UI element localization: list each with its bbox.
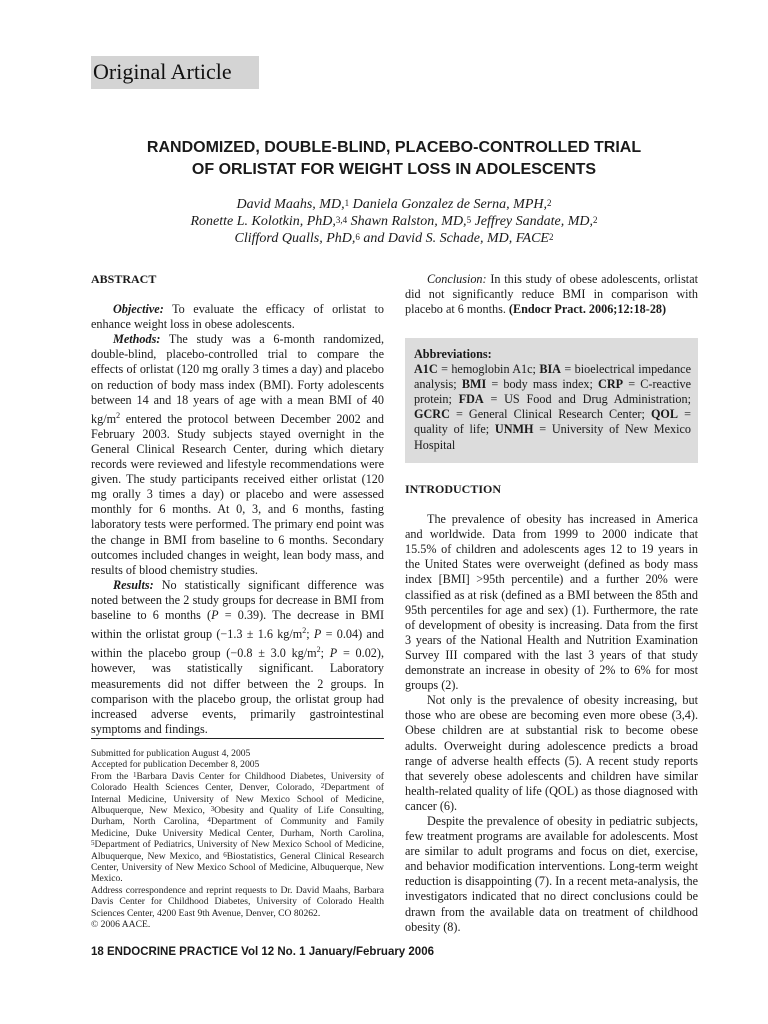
results-label: Results: xyxy=(113,577,154,592)
affiliation-text: Barbara Davis Center for Childhood Diabetes, University of Colorado Health Sciences Center, Denver, Colorado, xyxy=(91,770,384,794)
introduction-heading: INTRODUCTION xyxy=(405,482,502,496)
affiliation-text: Department of Internal Medicine, University of New Mexico School of Medicine, Albuquerque, New Mexico, xyxy=(91,782,384,817)
abstract-methods xyxy=(91,332,384,578)
submitted-date: Submitted for publication August 4, 2005 xyxy=(91,748,251,759)
abbreviations-list xyxy=(414,362,691,453)
superscript: 2 xyxy=(302,626,307,636)
conclusion-text: In this study of obese adolescents, orlistat did not significantly reduce BMI in comparison with placebo at 6 months. xyxy=(405,272,698,317)
author-name: Ronette L. Kolotkin, PhD, xyxy=(190,214,336,229)
affiliation-marker: 2 xyxy=(593,215,598,225)
affiliation-marker: 2 xyxy=(547,198,552,208)
abstract-heading: ABSTRACT xyxy=(91,272,157,286)
abstract-objective xyxy=(91,302,384,332)
results-text: No statistically significant difference was noted between the 2 study groups for decrease in BMI from baseline to 6 months ( xyxy=(91,577,384,623)
abbreviations-content xyxy=(414,347,691,453)
affiliation-marker: 2 xyxy=(320,782,325,791)
footnote-divider xyxy=(91,738,384,739)
results-text: = 0.02), however, was statistically significant. Laboratory measurements did not differ between the 2 groups. In comparison with the placebo group, the orlistat group had increased adverse events, primarily gastrointestinal symptoms and findings. xyxy=(91,646,384,736)
introduction-paragraph-2: Not only is the prevalence of obesity increasing, but those who are obese are becoming even more obese (3,4). Obese children are at substantial risk to become obese adults. Overweight during adolescence predicts a broad range of adverse health effects (5). A recent study reports that severely obese adolescents and children have similar health-related quality of life (QOL) as those diagnosed with cancer (6). xyxy=(405,693,698,813)
abbreviation-definition: = US Food and Drug Administration; xyxy=(483,392,691,407)
introduction-paragraph-1: The prevalence of obesity has increased in America and worldwide. Data from 1999 to 2000 indicate that 15.5% of children and adolescents ages 12 to 19 years in the United States were overweight (defined as body mass index [BMI] >95th percentile) and a further 20% were classified as at risk (defined as a BMI between the 85th and 95th percentiles for age and sex) (1). Furthermore, the rate of development of obesity is increasing. Data from the first 3 years of the National Health and Nutrition Examination Survey III compared with the last 3 years of that study demonstrate an increase in obesity of 2% to 6% for most groups (2). xyxy=(405,512,698,693)
author-line-2 xyxy=(60,213,728,231)
abbreviation-term: BMI xyxy=(461,377,487,392)
abstract-conclusion xyxy=(405,272,698,317)
p-symbol: P xyxy=(211,608,219,623)
author-name: David Maahs, MD, xyxy=(236,197,345,212)
copyright: © 2006 AACE. xyxy=(91,919,151,931)
results-text: = 0.04) and within the placebo group (−0.8 ± 3.0 kg/m xyxy=(91,627,385,661)
abbreviation-definition: = hemoglobin A1c; xyxy=(437,362,540,377)
superscript: 2 xyxy=(316,645,321,655)
objective-label: Objective: xyxy=(113,302,164,317)
abbreviation-term: BIA xyxy=(539,362,561,377)
author-name: Shawn Ralston, MD, xyxy=(347,214,467,229)
abstract-section xyxy=(91,272,384,737)
accepted-date: Accepted for publication December 8, 2005 xyxy=(91,759,260,771)
author-name: Jeffrey Sandate, MD, xyxy=(471,214,594,229)
article-type-label: Original Article xyxy=(93,59,232,84)
correspondence-address: Address correspondence and reprint requests to Dr. David Maahs, Barbara Davis Center for Childhood Diabetes, University of Colorado Health Sciences Center, 4200 East 9th Avenue, Denver, CO 80262. xyxy=(91,884,384,919)
methods-text: The study was a 6-month randomized, double-blind, placebo-controlled trial to compare the effects of orlistat (120 mg orally 3 times a day) and placebo on reduction of body mass index (BMI). Forty adolescents between 14 and 18 years of age with a mean BMI of 40 kg/m xyxy=(91,332,384,426)
superscript: 2 xyxy=(116,410,121,420)
author-line-3 xyxy=(60,230,728,248)
conclusion-paragraph xyxy=(405,272,698,317)
conclusion-label: Conclusion: xyxy=(427,272,487,286)
abbreviation-definition: = quality of life; xyxy=(414,407,692,437)
affiliation-text: Obesity and Quality of Life Consulting, Durham, North Carolina, xyxy=(91,805,385,828)
affiliation-text: Department of Community and Family Medicine, Duke University Medical Center, Durham, North Carolina, xyxy=(91,816,384,839)
abbreviation-definition: = bioelectrical impedance analysis; xyxy=(414,362,691,392)
affiliation-marker: 6 xyxy=(355,232,360,242)
affiliation-marker: 3 xyxy=(210,805,215,814)
abbreviation-term: FDA xyxy=(458,392,484,407)
methods-text: entered the protocol between December 2002 and February 2003. Study subjects stayed overnight in the General Clinical Research Center, during which dietary records were reviewed and lifestyle recommendations were given. The study participants received either orlistat (120 mg orally 3 times a day) or placebo and were assessed monthly for 6 months. At 0, 3, and 6 months, fasting laboratory tests were performed. The primary end point was the change in BMI from baseline to 6 months. Secondary outcomes included changes in weight, lean body mass, and results of blood chemistry studies. xyxy=(91,411,384,577)
p-symbol: P xyxy=(329,646,338,661)
affiliation-text: From the xyxy=(91,770,133,782)
author-line-1 xyxy=(60,196,728,214)
abbreviation-term: QOL xyxy=(650,407,679,422)
results-text: ; xyxy=(320,646,330,661)
author-name: Daniela Gonzalez de Serna, MPH, xyxy=(349,197,548,212)
abbreviation-term: GCRC xyxy=(414,407,450,422)
affiliation-marker: 5 xyxy=(91,839,95,848)
p-symbol: P xyxy=(313,627,322,642)
abbreviation-definition: = University of New Mexico Hospital xyxy=(414,422,691,452)
article-title-line-2: OF ORLISTAT FOR WEIGHT LOSS IN ADOLESCENTS xyxy=(191,161,597,178)
objective-text: To evaluate the efficacy of orlistat to enhance weight loss in obese adolescents. xyxy=(91,302,384,332)
abbreviation-definition: = C-reactive protein; xyxy=(414,377,692,407)
abbreviation-definition: = General Clinical Research Center; xyxy=(449,407,651,422)
affiliation-marker: 5 xyxy=(466,215,472,225)
affiliation-marker: 3,4 xyxy=(335,215,348,225)
affiliation-marker: 6 xyxy=(223,850,227,859)
footnotes xyxy=(91,748,384,931)
affiliation-marker: 1 xyxy=(132,770,137,779)
journal-footer: 18 ENDOCRINE PRACTICE Vol 12 No. 1 January/February 2006 xyxy=(91,946,434,958)
article-title-line-1: RANDOMIZED, DOUBLE-BLIND, PLACEBO-CONTROLLED TRIAL xyxy=(146,139,642,156)
introduction-paragraph-3: Despite the prevalence of obesity in pediatric subjects, few treatment programs are available for adolescents. Most are similar to adult programs and focus on diet, exercise, and behavior modification interventions. Long-term weight reduction is disappointing (7). In a recent meta-analysis, the investigators indicated that no direct conclusions could be drawn from the available data on treatment of childhood obesity (8). xyxy=(405,813,698,934)
abbreviation-term: A1C xyxy=(414,362,438,377)
affiliations xyxy=(91,771,384,885)
abbreviation-definition: = body mass index; xyxy=(486,377,599,392)
affiliation-marker: 2 xyxy=(548,232,554,242)
abbreviation-term: CRP xyxy=(598,377,624,392)
abstract-results xyxy=(91,578,384,737)
author-name: and David S. Schade, MD, FACE xyxy=(359,231,549,246)
citation: (Endocr Pract. 2006;12:18-28) xyxy=(508,302,667,317)
abbreviations-box xyxy=(405,338,698,463)
methods-label: Methods: xyxy=(113,332,161,347)
abbreviation-term: UNMH xyxy=(494,422,534,437)
introduction-section xyxy=(405,482,698,935)
affiliation-marker: 1 xyxy=(344,198,350,208)
abbreviations-heading: Abbreviations: xyxy=(414,347,492,361)
affiliation-text: Department of Pediatrics, University of New Mexico School of Medicine, Albuquerque, New Mexico, and xyxy=(91,839,384,862)
affiliation-text: Biostatistics, General Clinical Research Center, University of New Mexico School of Medicine, Albuquerque, New Mexico. xyxy=(91,850,385,885)
article-type-banner xyxy=(91,56,259,89)
results-text: ; xyxy=(306,627,314,642)
results-text: = 0.39). The decrease in BMI within the orlistat group (−1.3 ± 1.6 kg/m xyxy=(91,608,385,642)
affiliation-marker: 4 xyxy=(207,816,211,825)
author-name: Clifford Qualls, PhD, xyxy=(234,231,356,246)
